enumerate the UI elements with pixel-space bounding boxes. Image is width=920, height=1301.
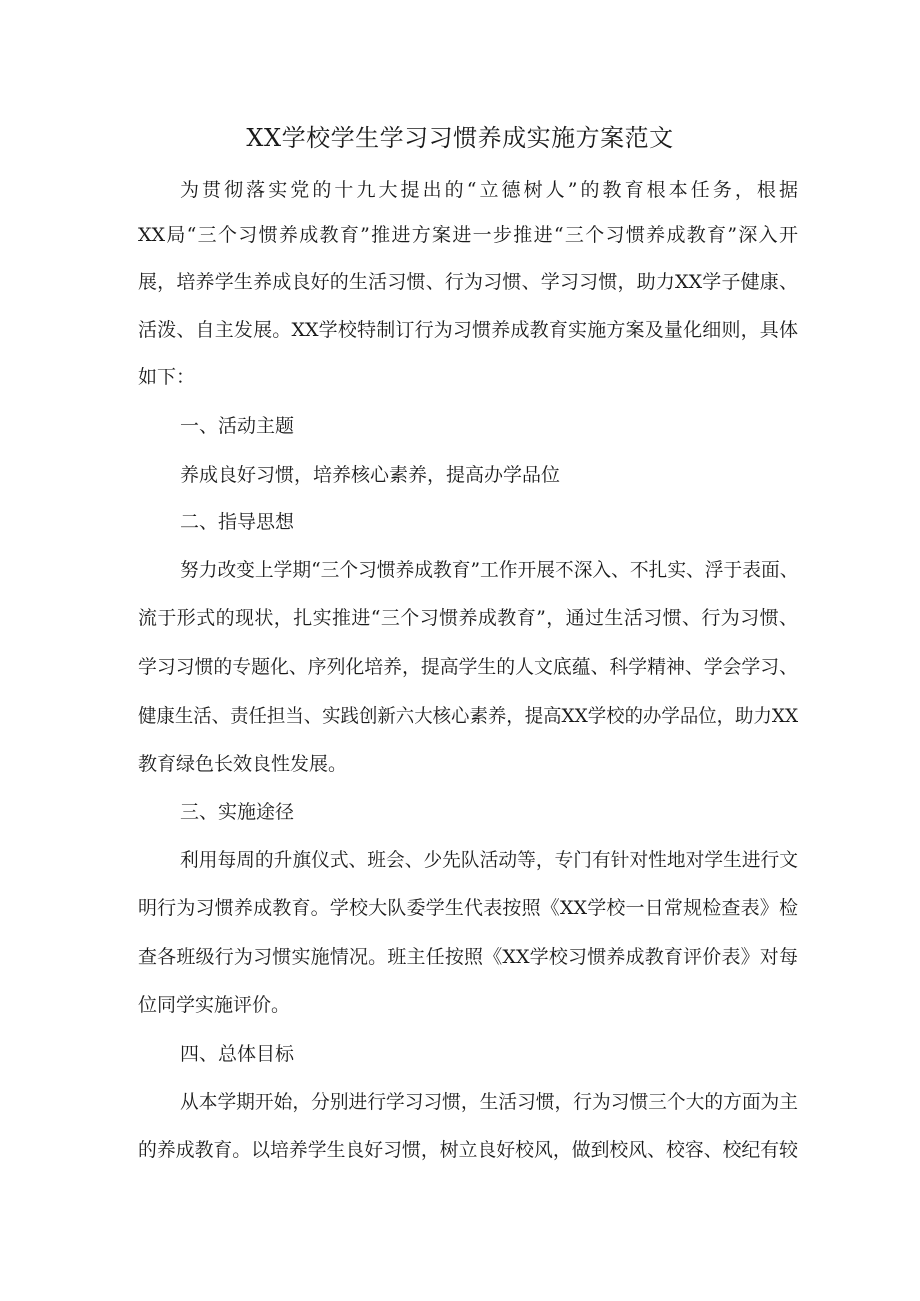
section-4-line-2: 的养成教育。以培养学生良好习惯，树立良好校风，做到校风、校容、校纪有较 bbox=[138, 1139, 799, 1161]
section-2-line-2: 流于形式的现状，扎实推进“三个习惯养成教育”，通过生活习惯、行为习惯、 bbox=[138, 607, 798, 629]
intro-line-3: 展，培养学生养成良好的生活习惯、行为习惯、学习习惯，助力XX学子健康、 bbox=[138, 271, 798, 293]
document-title: XX学校学生学习习惯养成实施方案范文 bbox=[246, 124, 674, 152]
section-3-line-4: 位同学实施评价。 bbox=[138, 994, 291, 1016]
section-3-line-2: 明行为习惯养成教育。学校大队委学生代表按照《XX学校一日常规检查表》检 bbox=[138, 897, 798, 919]
section-2-line-1: 努力改变上学期“三个习惯养成教育”工作开展不深入、不扎实、浮于表面、 bbox=[180, 559, 799, 581]
section-2-line-3: 学习习惯的专题化、序列化培养，提高学生的人文底蕴、科学精神、学会学习、 bbox=[138, 656, 799, 678]
intro-line-5: 如下： bbox=[138, 366, 196, 388]
section-heading-3: 三、实施途径 bbox=[180, 801, 295, 823]
intro-line-2: XX局“三个习惯养成教育”推进方案进一步推进“三个习惯养成教育”深入开 bbox=[138, 224, 798, 246]
section-heading-4: 四、总体目标 bbox=[180, 1043, 295, 1065]
section-3-line-3: 查各班级行为习惯实施情况。班主任按照《XX学校习惯养成教育评价表》对每 bbox=[138, 946, 798, 968]
intro-line-4: 活泼、自主发展。XX学校特制订行为习惯养成教育实施方案及量化细则，具体 bbox=[138, 319, 798, 341]
intro-line-1: 为贯彻落实党的十九大提出的“立德树人”的教育根本任务，根据 bbox=[180, 179, 798, 201]
section-4-line-1: 从本学期开始，分别进行学习习惯，生活习惯，行为习惯三个大的方面为主 bbox=[180, 1091, 799, 1113]
section-1-line-1: 养成良好习惯，培养核心素养，提高办学品位 bbox=[180, 464, 561, 486]
section-heading-1: 一、活动主题 bbox=[180, 415, 295, 437]
section-2-line-5: 教育绿色长效良性发展。 bbox=[138, 753, 348, 775]
section-heading-2: 二、指导思想 bbox=[180, 511, 295, 533]
section-2-line-4: 健康生活、责任担当、实践创新六大核心素养，提高XX学校的办学品位，助力XX bbox=[138, 705, 799, 727]
section-3-line-1: 利用每周的升旗仪式、班会、少先队活动等，专门有针对性地对学生进行文 bbox=[180, 849, 799, 871]
